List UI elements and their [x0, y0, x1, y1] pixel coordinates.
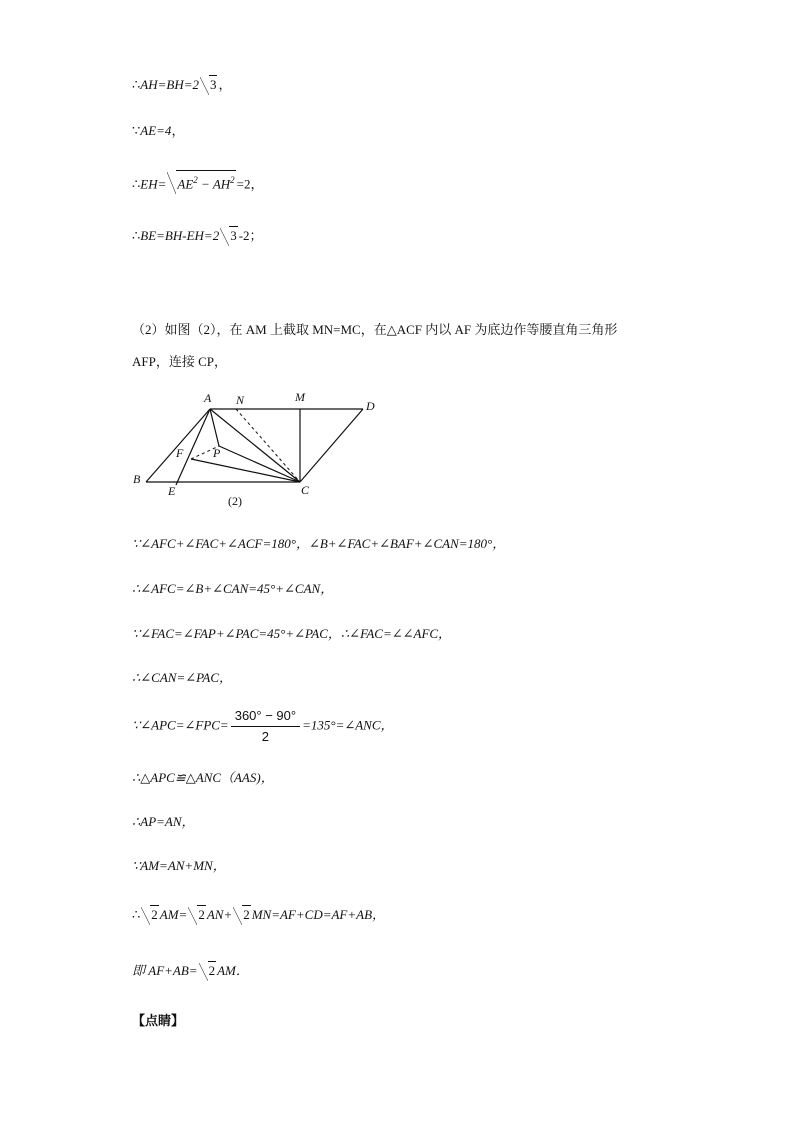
line-congruent: ∴△APC≌△ANC（AAS)，	[132, 770, 274, 785]
geometry-figure	[130, 385, 390, 515]
line-sqrt2-am: ∴ 2 AM= 2 AN+ 2 MN=AF+CD=AF+AB，	[132, 907, 386, 922]
line-am-sum: ∵AM=AN+MN，	[132, 858, 226, 873]
label-a: A	[204, 391, 212, 405]
fraction: $\frac{360^\circ - 90^\circ}{2}$	[231, 707, 300, 746]
sqrt-symbol: 2	[141, 905, 159, 924]
line-be: ∴BE=BH-EH=2 3 -2；	[132, 228, 263, 243]
segment-pc	[219, 446, 300, 482]
sqrt-symbol: 3	[220, 226, 238, 245]
sqrt-symbol: 2	[199, 961, 217, 980]
figure-caption: (2)	[228, 494, 242, 508]
label-n: N	[236, 393, 245, 407]
section-heading-dianjing: 【点睛】	[132, 1014, 185, 1029]
line-angle-sum: ∵∠AFC+∠FAC+∠ACF=180°，∠B+∠FAC+∠BAF+∠CAN=180°，	[132, 536, 506, 551]
label-f: F	[176, 446, 184, 460]
segment-fc	[191, 459, 300, 482]
segment-ac	[210, 409, 300, 482]
label-p: P	[213, 446, 221, 460]
line-ah-bh: ∴AH=BH=2 3 ，	[132, 77, 232, 92]
line-fac: ∵∠FAC=∠FAP+∠PAC=45°+∠PAC，∴∠FAC=∠∠AFC，	[132, 626, 452, 641]
label-m: M	[295, 390, 305, 404]
line-ap-an: ∴AP=AN，	[132, 814, 195, 829]
segment-cd	[300, 409, 363, 482]
sqrt-symbol: 2	[233, 905, 251, 924]
line-ae: ∵AE=4，	[132, 123, 185, 138]
label-b: B	[133, 472, 141, 486]
line-eh: ∴EH= $AE^2 - AH^2 =2$，	[132, 170, 264, 193]
line-afc: ∴∠AFC=∠B+∠CAN=45°+∠CAN，	[132, 581, 334, 596]
line-conclusion: 即 AF+AB= 2 AM．	[132, 963, 249, 978]
label-d: D	[366, 399, 375, 413]
label-c: C	[301, 483, 310, 497]
line-part2-intro: （2）如图（2），在 AM 上截取 MN=MC，在△ACF 内以 AF 为底边作等腰直角三角形	[132, 322, 618, 337]
sqrt-symbol: $AE^2 - AH^2$	[167, 170, 235, 193]
sqrt-symbol: 3	[200, 75, 218, 94]
line-apc: ∵∠APC=∠FPC= $\frac{360^\circ - 90^\circ}{2}$ =135°=∠ANC，	[132, 708, 394, 744]
line-part2-intro-cont: AFP，连接 CP，	[132, 354, 227, 369]
line-can-pac: ∴∠CAN=∠PAC，	[132, 670, 232, 685]
label-e: E	[168, 484, 176, 498]
sqrt-symbol: 2	[188, 905, 206, 924]
